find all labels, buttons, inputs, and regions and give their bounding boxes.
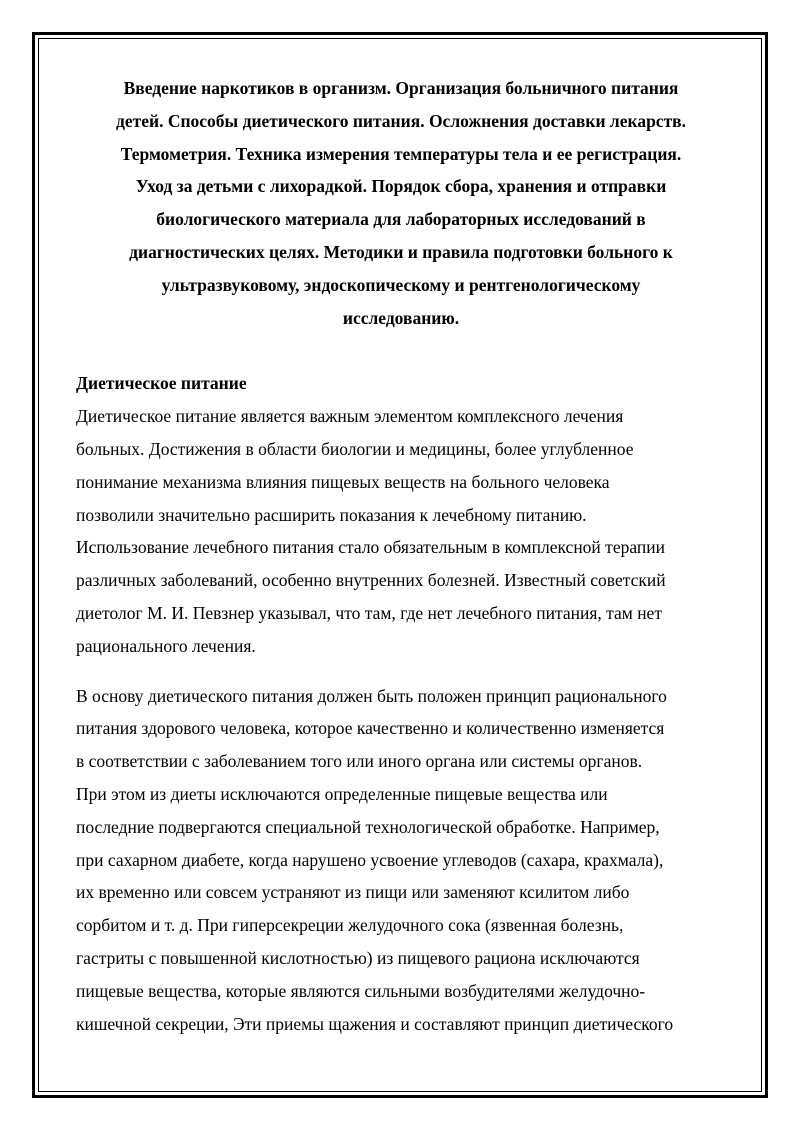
text-line: При этом из диеты исключаются определенные пищевые вещества или (76, 783, 608, 804)
text-line: пищевые вещества, которые являются сильными возбудителями желудочно- (76, 980, 646, 1001)
text-line: рационального лечения. (76, 635, 256, 656)
text-line: кишечной секреции, Эти приемы щажения и составляют принцип диетического (76, 1013, 674, 1034)
text-line: в соответствии с заболеванием того или иного органа или системы органов. (76, 751, 643, 772)
text-line: больных. Достижения в области биологии и медицины, более углубленное (76, 438, 634, 459)
text-line: сорбитом и т. д. При гиперсекреции желудочного сока (язвенная болезнь, (76, 915, 624, 936)
text-line: понимание механизма влияния пищевых веществ на больного человека (76, 471, 610, 492)
text-line: их временно или совсем устраняют из пищи или заменяют ксилитом либо (76, 882, 630, 903)
title-line: биологического материала для лабораторных исследований в (156, 209, 646, 230)
text-line: различных заболеваний, особенно внутренних болезней. Известный советский (76, 570, 666, 591)
text-line: гастриты с повышенной кислотностью) из пищевого рациона исключаются (76, 947, 640, 968)
document-title (76, 72, 726, 334)
paragraph-principles (76, 680, 726, 1041)
title-line: диагностических целях. Методики и правила подготовки больного к (129, 241, 673, 262)
title-line: Введение наркотиков в организм. Организация больничного питания (123, 78, 679, 98)
title-line: детей. Способы диетического питания. Осложнения доставки лекарств. (116, 110, 686, 131)
document-body (76, 72, 726, 1040)
text-line: позволили значительно расширить показания к лечебному питанию. (76, 504, 587, 525)
title-line: Термометрия. Техника измерения температуры тела и ее регистрация. (120, 143, 682, 164)
text-line: диетолог М. И. Певзнер указывал, что там, где нет лечебного питания, там нет (76, 602, 662, 623)
text-line: последние подвергаются специальной технологической обработке. Например, (76, 816, 660, 837)
text-line: при сахарном диабете, когда нарушено усвоение углеводов (сахара, крахмала), (76, 849, 664, 870)
text-line: Использование лечебного питания стало обязательным в комплексной терапии (76, 537, 665, 558)
text-line: В основу диетического питания должен быть положен принцип рационального (76, 685, 667, 706)
text-line: питания здорового человека, которое качественно и количественно изменяется (76, 718, 665, 739)
paragraph-intro (76, 400, 726, 662)
section-heading: Диетическое питание (76, 373, 247, 394)
title-line: исследованию. (342, 307, 460, 328)
text-line: Диетическое питание является важным элементом комплексного лечения (76, 406, 624, 427)
title-line: Уход за детьми с лихорадкой. Порядок сбора, хранения и отправки (135, 176, 667, 197)
title-line: ультразвуковому, эндоскопическому и рентгенологическому (161, 274, 641, 295)
